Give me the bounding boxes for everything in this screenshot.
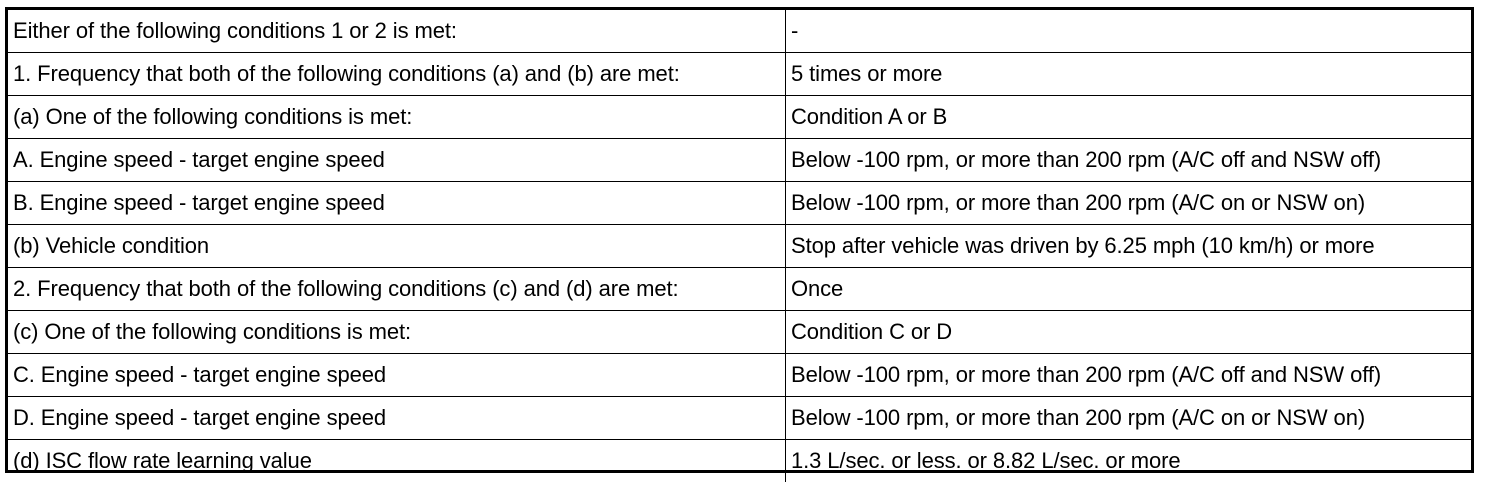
value-cell: -: [786, 10, 1472, 53]
table-row: [8, 96, 1471, 139]
condition-cell: (c) One of the following conditions is met:: [8, 311, 786, 354]
value-cell: Stop after vehicle was driven by 6.25 mph (10 km/h) or more: [786, 225, 1472, 268]
value-cell: Condition C or D: [786, 311, 1472, 354]
table-row: [8, 139, 1471, 182]
condition-cell: (d) ISC flow rate learning value: [8, 440, 786, 482]
table-row: [8, 53, 1471, 96]
condition-cell: 1. Frequency that both of the following conditions (a) and (b) are met:: [8, 53, 786, 96]
condition-cell: (a) One of the following conditions is met:: [8, 96, 786, 139]
condition-cell: B. Engine speed - target engine speed: [8, 182, 786, 225]
value-cell: Below -100 rpm, or more than 200 rpm (A/C off and NSW off): [786, 354, 1472, 397]
table-row: [8, 397, 1471, 440]
value-cell: Below -100 rpm, or more than 200 rpm (A/C on or NSW on): [786, 397, 1472, 440]
condition-cell: (b) Vehicle condition: [8, 225, 786, 268]
condition-cell: A. Engine speed - target engine speed: [8, 139, 786, 182]
condition-cell: Either of the following conditions 1 or 2 is met:: [8, 10, 786, 53]
value-cell: 1.3 L/sec. or less. or 8.82 L/sec. or more: [786, 440, 1472, 482]
table-row: [8, 311, 1471, 354]
table-row: [8, 182, 1471, 225]
table-row: [8, 354, 1471, 397]
value-cell: 5 times or more: [786, 53, 1472, 96]
table-row: [8, 225, 1471, 268]
condition-cell: D. Engine speed - target engine speed: [8, 397, 786, 440]
value-cell: Once: [786, 268, 1472, 311]
condition-cell: C. Engine speed - target engine speed: [8, 354, 786, 397]
table-row: [8, 440, 1471, 482]
conditions-table: [8, 10, 1471, 482]
table-row: [8, 10, 1471, 53]
condition-cell: 2. Frequency that both of the following conditions (c) and (d) are met:: [8, 268, 786, 311]
value-cell: Below -100 rpm, or more than 200 rpm (A/C off and NSW off): [786, 139, 1472, 182]
conditions-table-frame: [5, 7, 1474, 473]
value-cell: Below -100 rpm, or more than 200 rpm (A/C on or NSW on): [786, 182, 1472, 225]
table-row: [8, 268, 1471, 311]
value-cell: Condition A or B: [786, 96, 1472, 139]
